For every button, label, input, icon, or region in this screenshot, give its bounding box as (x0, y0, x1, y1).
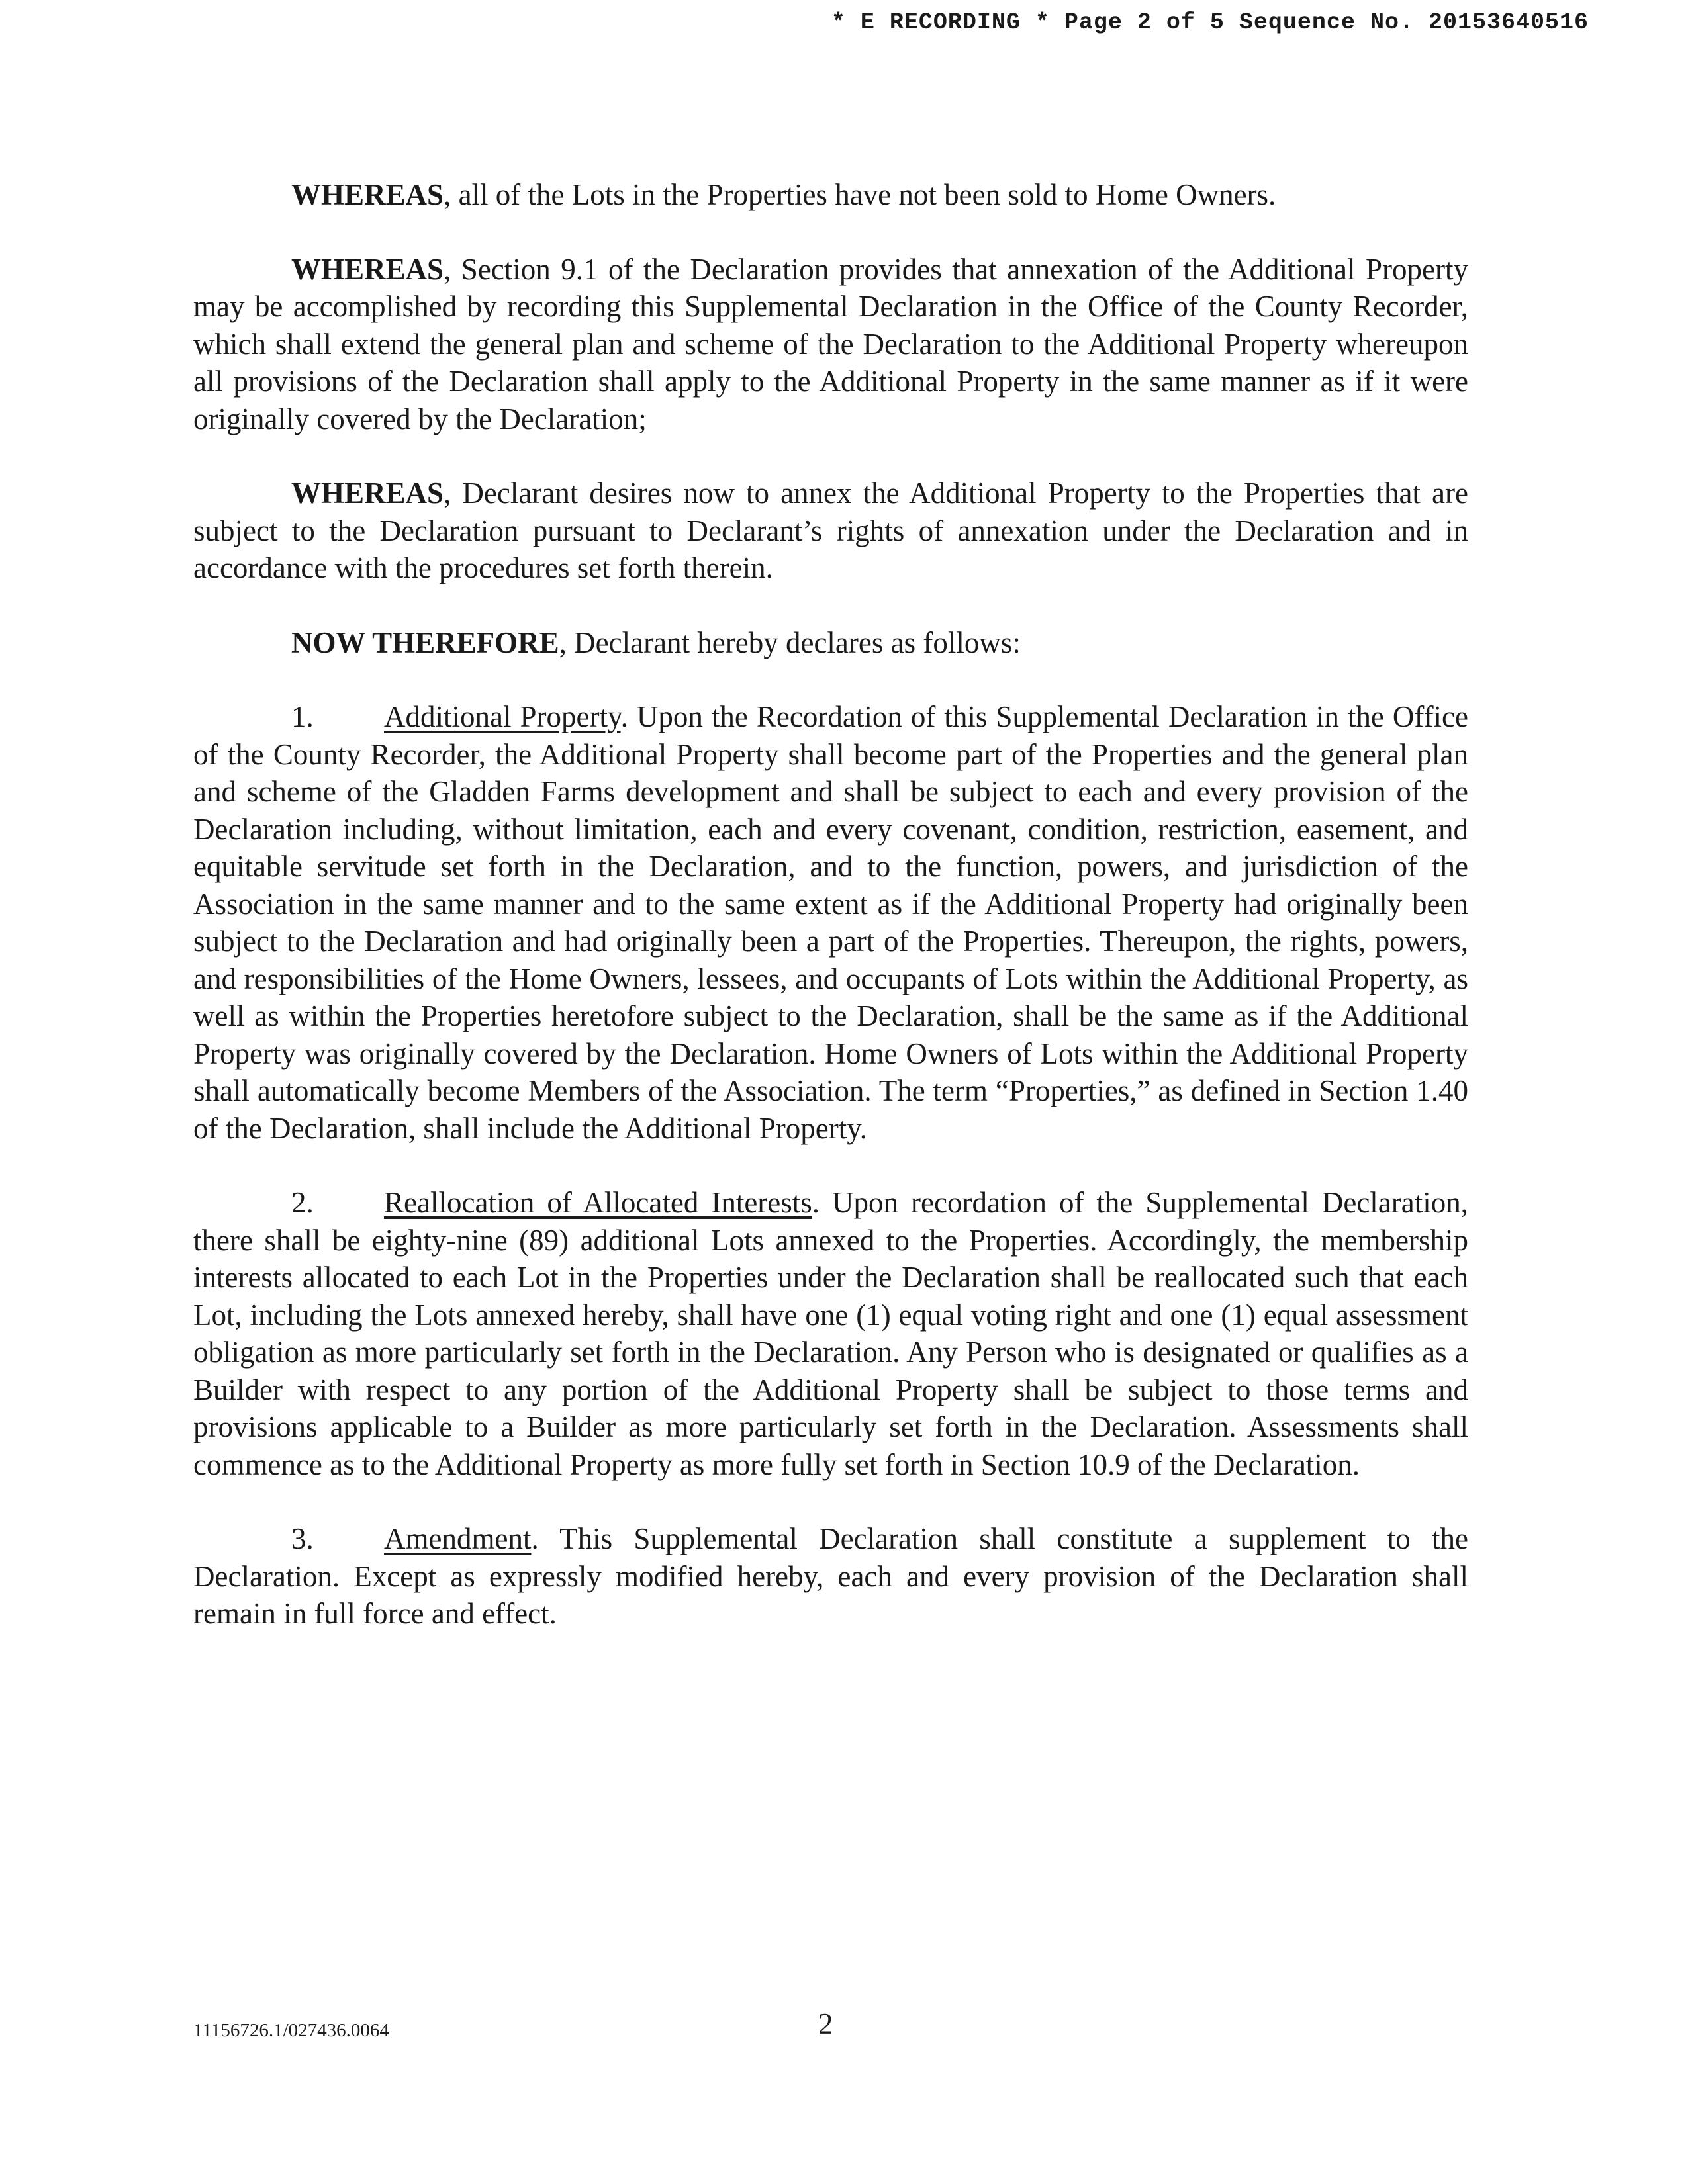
section-number: 1. (291, 700, 314, 733)
whereas-paragraph-3 (193, 475, 1468, 587)
section-additional-property (193, 698, 1468, 1147)
document-id: 11156726.1/027436.0064 (193, 2020, 389, 2041)
paragraph-text: , Declarant hereby declares as follows: (559, 625, 1021, 659)
section-text: . Upon recordation of the Supplemental Declaration, there shall be eighty-nine (89) additional Lots annexed to the Properties. Accordingly, the membership interests allocated to each Lot in the Properties under the Declaration shall be reallocated such that each Lot, including the Lots annexed hereby, shall have one (1) equal voting right and one (1) equal assessment obligation as more particularly set forth in the Declaration. Any Person who is designated or qualifies as a Builder with respect to any portion of the Additional Property shall be subject to those terms and provisions applicable to a Builder as more particularly set forth in the Declaration. Assessments shall commence as to the Additional Property as more fully set forth in Section 10.9 of the Declaration. (193, 1186, 1468, 1481)
recording-header: * E RECORDING * Page 2 of 5 Sequence No. 20153640516 (831, 9, 1589, 36)
section-heading: Amendment (384, 1522, 532, 1555)
document-body (193, 176, 1468, 1670)
section-text: . Upon the Recordation of this Supplemental Declaration in the Office of the County Recorder, the Additional Property shall become part of the Properties and the general plan and scheme of the Gladden Farms development and shall be subject to each and every provision of the Declaration including, without limitation, each and every covenant, condition, restriction, easement, and equitable servitude set forth in the Declaration, and to the function, powers, and jurisdiction of the Association in the same manner and to the same extent as if the Additional Property had originally been subject to the Declaration and had originally been a part of the Properties. Thereupon, the rights, powers, and responsibilities of the Home Owners, lessees, and occupants of Lots within the Additional Property, as well as within the Properties heretofore subject to the Declaration, shall be the same as if the Additional Property was originally covered by the Declaration. Home Owners of Lots within the Additional Property shall automatically become Members of the Association. The term “Properties,” as defined in Section 1.40 of the Declaration, shall include the Additional Property. (193, 700, 1469, 1145)
paragraph-lead: WHEREAS (291, 252, 444, 286)
paragraph-text: , all of the Lots in the Properties have not been sold to Home Owners. (444, 178, 1276, 211)
page-number: 2 (818, 2007, 833, 2040)
section-amendment (193, 1520, 1468, 1633)
paragraph-lead: WHEREAS (291, 477, 444, 510)
whereas-paragraph-2 (193, 251, 1468, 438)
paragraph-text: , Section 9.1 of the Declaration provides that annexation of the Additional Property may be accomplished by recording this Supplemental Declaration in the Office of the County Recorder, which shall extend the general plan and scheme of the Declaration to the Additional Property whereupon all provisions of the Declaration shall apply to the Additional Property in the same manner as if it were originally covered by the Declaration; (193, 252, 1468, 435)
section-text: . This Supplemental Declaration shall constitute a supplement to the Declaration. Except as expressly modified hereby, each and every provision of the Declaration shall remain in full force and effect. (193, 1522, 1468, 1630)
section-number: 3. (291, 1522, 314, 1555)
now-therefore-paragraph (193, 624, 1468, 662)
paragraph-lead: NOW THEREFORE (291, 625, 559, 659)
section-reallocation (193, 1184, 1468, 1483)
paragraph-text: , Declarant desires now to annex the Additional Property to the Properties that are subject to the Declaration pursuant to Declarant’s rights of annexation under the Declaration and in accordance with the procedures set forth therein. (193, 477, 1468, 584)
paragraph-lead: WHEREAS (291, 178, 444, 211)
section-heading: Additional Property (384, 700, 621, 733)
section-number: 2. (291, 1186, 314, 1219)
section-heading: Reallocation of Allocated Interests (384, 1186, 812, 1219)
whereas-paragraph-1 (193, 176, 1468, 214)
